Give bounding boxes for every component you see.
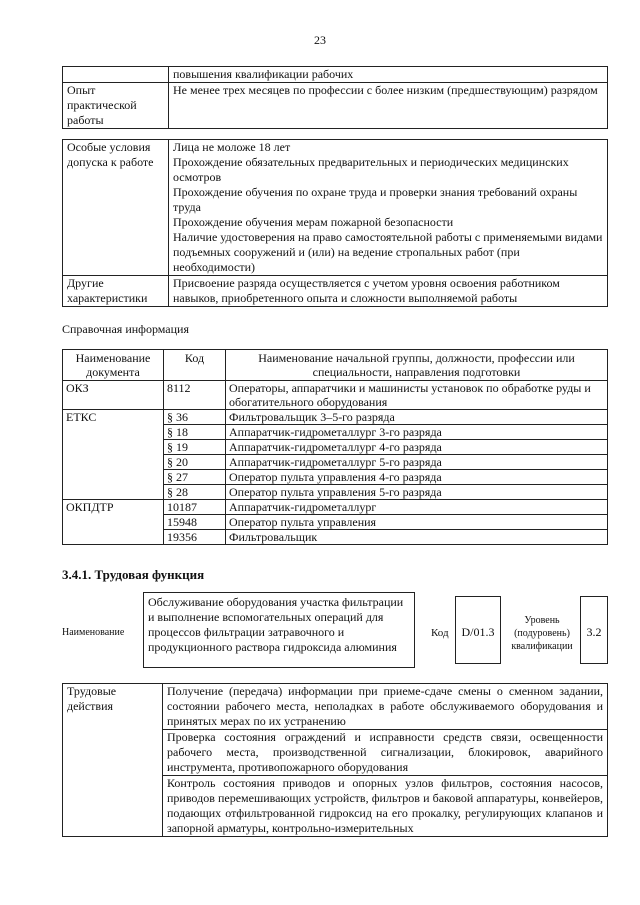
function-title: 3.4.1. Трудовая функция [62, 567, 205, 582]
page-number: 23 [314, 33, 326, 47]
function-name-value: Обслуживание оборудования участка фильтрации и выполнение вспомогательных операций для процессов фильтрации затравочного и продукционного раствора гидроксида алюминия [143, 592, 415, 668]
table-cell-label: Опыт практической работы [63, 83, 169, 129]
reference-table [62, 349, 608, 545]
table-row [63, 410, 608, 425]
table-cell-value: Не менее трех месяцев по профессии с более низким (предшествующим) разрядом [169, 83, 608, 129]
table-row [63, 83, 608, 129]
code-cell: § 18 [164, 425, 226, 440]
function-code-value: D/01.3 [455, 596, 501, 664]
doc-cell: ОКЗ [63, 381, 164, 410]
conditions-table [62, 139, 608, 307]
header-name: Наименование начальной группы, должности, профессии или специальности, направления подготовки [226, 350, 608, 381]
action-item: Получение (передача) информации при приеме-сдаче смены о сменном задании, состоянии рабочего места, неполадках в работе обслуживаемого оборудования и принятых мерах по их устранению [163, 684, 608, 730]
conditions-value [169, 140, 608, 276]
code-cell: § 36 [164, 410, 226, 425]
condition-line: Прохождение обучения мерам пожарной безопасности [173, 215, 454, 229]
function-level-label: Уровень (подуровень) квалификации [511, 615, 573, 652]
table-row [63, 500, 608, 515]
code-cell: 19356 [164, 530, 226, 545]
table-row [63, 276, 608, 307]
condition-line: Прохождение обучения по охране труда и проверки знания требований охраны труда [173, 185, 578, 214]
condition-line: Прохождение обязательных предварительных и периодических медицинских осмотров [173, 155, 569, 184]
name-cell: Операторы, аппаратчики и машинисты установок по обработке руды и обогатительного оборудования [226, 381, 608, 410]
qualification-table [62, 66, 608, 129]
header-document: Наименование документа [63, 350, 164, 381]
condition-line: Лица не моложе 18 лет [173, 140, 291, 154]
name-cell: Аппаратчик-гидрометаллург 4-го разряда [226, 440, 608, 455]
code-cell: § 28 [164, 485, 226, 500]
action-item: Контроль состояния приводов и опорных узлов фильтров, состояния насосов, приводов перемешивающих устройств, фильтров и баковой аппаратуры, конвейеров, подающих отфильтрованной гидроксид на его прокалку, регулирующих клапанов и запорной арматуры, контрольно-измерительных [163, 776, 608, 837]
name-cell: Оператор пульта управления 5-го разряда [226, 485, 608, 500]
name-cell: Оператор пульта управления 4-го разряда [226, 470, 608, 485]
reference-title: Справочная информация [62, 322, 189, 336]
table-row [63, 67, 608, 83]
table-cell-label [63, 67, 169, 83]
code-cell: § 27 [164, 470, 226, 485]
function-name-label: Наименование [62, 627, 125, 638]
other-label: Другие характеристики [63, 276, 169, 307]
name-cell: Фильтровальщик [226, 530, 608, 545]
doc-cell: ОКПДТР [63, 500, 164, 545]
table-row [63, 684, 608, 730]
actions-table [62, 683, 608, 837]
name-cell: Аппаратчик-гидрометаллург 3-го разряда [226, 425, 608, 440]
action-item: Проверка состояния ограждений и исправности средств связи, освещенности рабочего места, производственной сигнализации, блокировок, аварийного инструмента, противопожарного оборудования [163, 730, 608, 776]
code-cell: § 19 [164, 440, 226, 455]
table-row [63, 140, 608, 276]
table-row [63, 381, 608, 410]
actions-label: Трудовые действия [63, 684, 163, 837]
name-cell: Аппаратчик-гидрометаллург 5-го разряда [226, 455, 608, 470]
function-level-value: 3.2 [580, 596, 608, 664]
code-cell: § 20 [164, 455, 226, 470]
name-cell: Оператор пульта управления [226, 515, 608, 530]
other-value: Присвоение разряда осуществляется с учетом уровня освоения работником навыков, приобретенного опыта и сложности выполняемой работы [169, 276, 608, 307]
name-cell: Аппаратчик-гидрометаллург [226, 500, 608, 515]
condition-line: Наличие удостоверения на право самостоятельной работы с применяемыми видами подъемных сооружений и (или) на ведение стропальных работ (при необходимости) [173, 230, 603, 274]
code-cell: 15948 [164, 515, 226, 530]
table-cell-value: повышения квалификации рабочих [169, 67, 608, 83]
code-cell: 8112 [164, 381, 226, 410]
doc-cell: ЕТКС [63, 410, 164, 500]
code-cell: 10187 [164, 500, 226, 515]
conditions-label: Особые условия допуска к работе [63, 140, 169, 276]
table-header-row [63, 350, 608, 381]
function-code-label: Код [431, 627, 449, 639]
name-cell: Фильтровальщик 3–5-го разряда [226, 410, 608, 425]
header-code: Код [164, 350, 226, 381]
